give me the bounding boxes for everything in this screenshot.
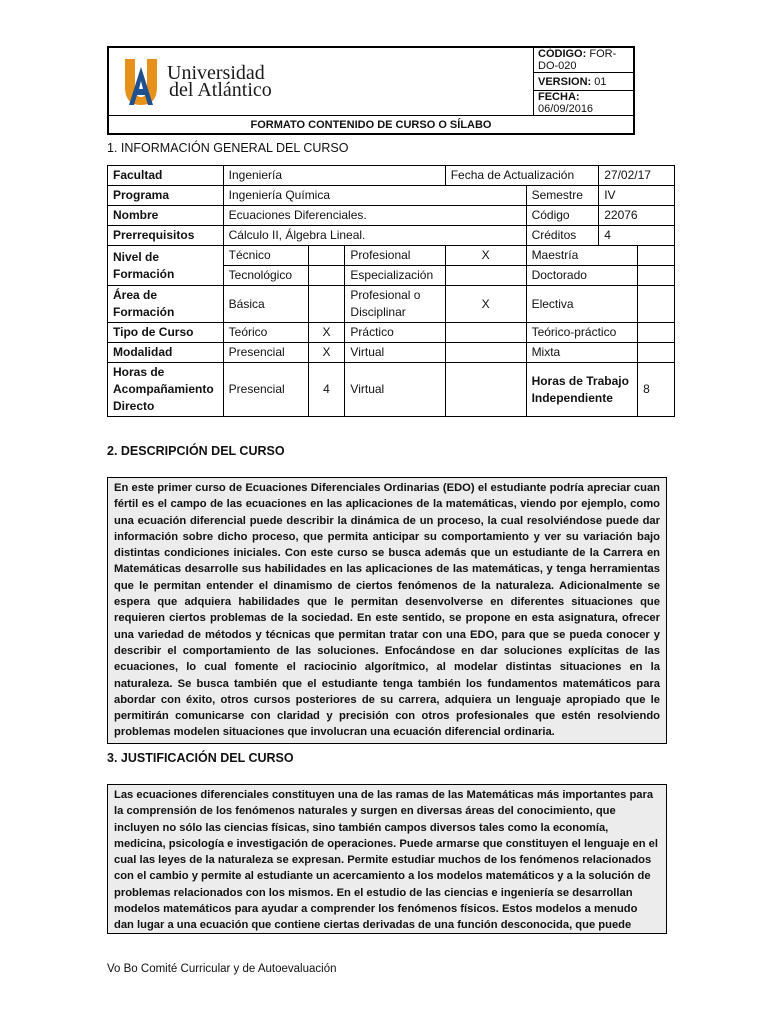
codigo-label: CÓDIGO: [538,48,587,60]
fecha-value: 06/09/2016 [538,103,594,115]
fecha-act-value: 27/02/17 [599,166,675,186]
modalidad-label: Modalidad [108,343,224,363]
doctorado: Doctorado [526,266,638,286]
university-logo-icon [121,57,161,107]
tecnologico: Tecnológico [223,266,308,286]
tipo-label: Tipo de Curso [108,323,224,343]
horas-label: Horas de Acompañamiento Directo [108,363,224,417]
horas-virtual-value [445,363,526,417]
document-header [107,46,635,135]
especializacion: Especialización [345,266,445,286]
semestre-label: Semestre [526,186,599,206]
codigo-curso-label: Código [526,206,599,226]
logo-cell [109,48,534,116]
teorico-practico: Teórico-práctico [526,323,638,343]
profesional: Profesional [345,246,445,266]
electiva-mark [638,286,675,323]
codigo-curso-value: 22076 [599,206,675,226]
version-cell [534,73,634,91]
programa-value: Ingeniería Química [223,186,526,206]
electiva: Electiva [526,286,638,323]
university-logo [113,57,529,107]
format-title: FORMATO CONTENIDO DE CURSO O SÍLABO [109,116,634,134]
tecnico: Técnico [223,246,308,266]
description-box: En este primer curso de Ecuaciones Diferenciales Ordinarias (EDO) el estudiante podría apreciar cuan fértil es el campo de las ecuaciones en las aplicaciones de la matemáticas, viendo por ejemplo, como una ecuación diferencial puede describir la dinámica de un proceso, la cual resolviéndose puede dar información sobre dicho proceso, que permita anticipar su comportamiento y ver su variación bajo distintas condiciones iniciales. Con este curso se busca además que un estudiante de la Carrera en Matemáticas desarrolle sus habilidades en las aplicaciones de las matemáticas, y tenga herramientas que le permitan entender el dinamismo de ciertos fenómenos de la naturaleza. Adicionalmente se espera que adquiera habilidades que le permitan desenvolverse en diferentes situaciones que requieren ciertos problemas de la sociedad. En este sentido, se propone en esta asignatura, ofrecer una variedad de métodos y técnicas que permitan tratar con una EDO, para que se pueda conocer y describir el comportamiento de las soluciones. Enfocándose en dar soluciones explícitas de las ecuaciones, lo cual fomente el raciocinio algorítmico, al modelar distintas situaciones en la naturaleza. Se busca también que el estudiante tenga también los fundamentos matemáticos para abordar con éxito, otros cursos posteriores de su carrera, adquiera un lenguaje apropiado que le permitirán comunicarse con claridad y precisión con otros profesionales que estén resolviendo problemas modelen situaciones que involucran una ecuación diferencial ordinaria. [107,477,667,744]
mixta: Mixta [526,343,638,363]
programa-label: Programa [108,186,224,206]
nivel-label: Nivel de Formación [108,246,224,286]
maestria-mark [638,246,675,266]
footer-text: Vo Bo Comité Curricular y de Autoevaluación [107,963,337,975]
justification-box: Las ecuaciones diferenciales constituyen una de las ramas de las Matemáticas más importantes para la comprensión de los fenómenos naturales y surgen en diversas áreas del conocimiento, que incluyen no sólo las ciencias físicas, sino también campos diversos tales como la economía, medicina, psicología e investigación de operaciones. Puede armarse que constituyen el lenguaje en el cual las leyes de la naturaleza se expresan. Permite estudiar muchos de los fenómenos relacionados con el cambio y permite al estudiante un acercamiento a los modelos matemáticos y a la solución de problemas relacionados con los mismos. En el estudio de las ciencias e ingeniería se desarrollan modelos matemáticos para ayudar a comprender los fenómenos físicos. Estos modelos a menudo dan lugar a una ecuación que contiene ciertas derivadas de una función desconocida, que puede [107,784,667,934]
prereq-value: Cálculo II, Álgebra Lineal. [223,226,526,246]
fecha-label: FECHA: [538,91,580,103]
nombre-value: Ecuaciones Diferenciales. [223,206,526,226]
horas-indep-label: Horas de Trabajo Independiente [526,363,638,417]
logo-line2: del Atlántico [169,78,272,101]
horas-presencial: Presencial [223,363,308,417]
virtual-mark [445,343,526,363]
presencial: Presencial [223,343,308,363]
nombre-label: Nombre [108,206,224,226]
especializacion-mark [445,266,526,286]
section1-title: 1. INFORMACIÓN GENERAL DEL CURSO [107,141,349,155]
semestre-value: IV [599,186,675,206]
codigo-value: FOR-DO-020 [538,48,617,72]
profesional-mark: X [445,246,526,266]
area-label: Área de Formación [108,286,224,323]
prereq-label: Prerrequisitos [108,226,224,246]
prof-disc: Profesional o Disciplinar [345,286,445,323]
fecha-cell [534,91,634,116]
version-label: VERSION: [538,75,592,88]
facultad-value: Ingeniería [223,166,445,186]
practico: Práctico [345,323,445,343]
tecnologico-mark [308,266,345,286]
teorico-mark: X [308,323,345,343]
maestria: Maestría [526,246,638,266]
horas-indep-value: 8 [638,363,675,417]
creditos-label: Créditos [526,226,599,246]
teorico: Teórico [223,323,308,343]
fecha-act-label: Fecha de Actualización [445,166,599,186]
teorico-practico-mark [638,323,675,343]
logo-line1: Universidad [167,61,265,84]
version-value: 01 [594,75,607,88]
doctorado-mark [638,266,675,286]
practico-mark [445,323,526,343]
horas-virtual: Virtual [345,363,445,417]
basica-mark [308,286,345,323]
virtual: Virtual [345,343,445,363]
prof-disc-mark: X [445,286,526,323]
mixta-mark [638,343,675,363]
creditos-value: 4 [599,226,675,246]
tecnico-mark [308,246,345,266]
codigo-cell [534,48,634,73]
presencial-mark: X [308,343,345,363]
horas-presencial-value: 4 [308,363,345,417]
basica: Básica [223,286,308,323]
section3-title: 3. JUSTIFICACIÓN DEL CURSO [107,751,294,765]
section2-title: 2. DESCRIPCIÓN DEL CURSO [107,444,285,458]
course-info-table [107,165,675,417]
facultad-label: Facultad [108,166,224,186]
